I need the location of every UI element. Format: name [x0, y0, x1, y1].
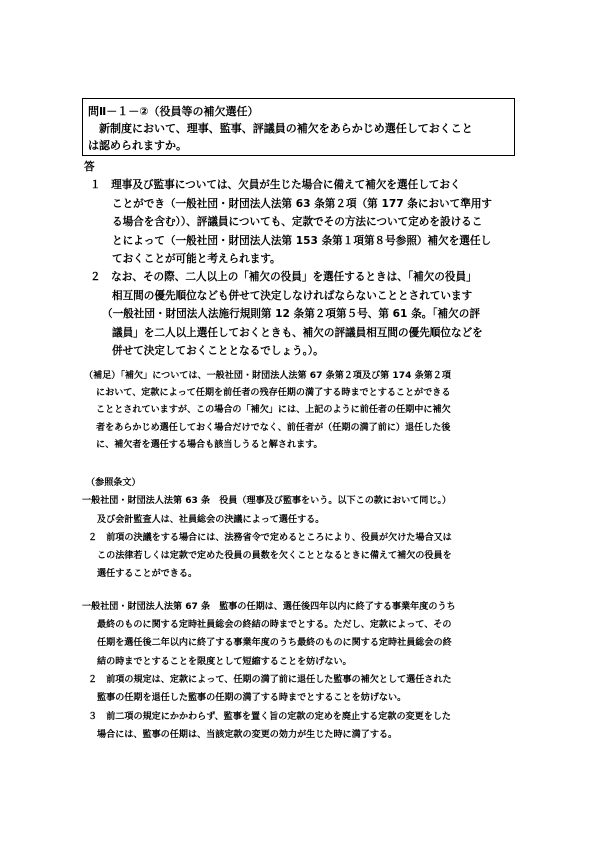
answer-line: （一般社団・財団法人法施行規則第 12 条第２項第５号、第 61 条。「補欠の評	[102, 308, 480, 321]
answer-section	[84, 158, 516, 360]
supplement-line: （補足）「補欠」については、一般社団・財団法人法第 67 条第２項及び第 174 条第２項	[84, 371, 451, 381]
answer-line: ２ なお、その際、二人以上の「補欠の役員」を選任するときは、「補欠の役員」	[90, 271, 477, 284]
question-title: 問Ⅱ－１－②（役員等の補欠選任）	[88, 105, 259, 118]
answer-line: 議員」を二人以上選任しておくときも、補欠の評議員相互間の優先順位などを	[112, 326, 483, 339]
question-line: は認められますか。	[88, 139, 187, 152]
reference-line: この法律若しくは定款で定めた役員の員数を欠くこととなるときに備えて補欠の役員を	[97, 551, 452, 562]
supplement-line: に、補欠者を選任する場合も該当しうると解されます。	[96, 439, 323, 450]
reference-line: 一般社団・財団法人法第 63 条 役員（理事及び監事をいう。以下この款において同じ。）	[82, 496, 452, 507]
references-heading: （参照条文）	[86, 478, 141, 488]
question-box	[82, 98, 515, 156]
reference-line: 及び会計監査人は、社員総会の決議によって選任する。	[97, 514, 325, 525]
reference-line: 監事の任期を退任した監事の任期の満了する時までとすることを妨げない。	[97, 693, 407, 704]
answer-line: １ 理事及び監事については、欠員が生じた場合に備えて補欠を選任しておく	[90, 179, 461, 192]
answer-line: る場合を含む））、評議員についても、定款でその方法について定めを設けるこ	[112, 216, 483, 229]
answer-heading: 答	[84, 161, 95, 173]
answer-line: 併せて決定しておくこととなるでしょう。）。	[112, 345, 324, 358]
answer-line: とによって（一般社団・財団法人法第 153 条第１項第８号参照）補欠を選任し	[112, 234, 492, 247]
references-section	[82, 474, 514, 744]
supplement-line: 者をあらかじめ選任しておく場合だけでなく、前任者が（任期の満了前に）退任した後	[96, 422, 451, 433]
supplement-line: こととされていますが、この場合の「補欠」には、上記のように前任者の任期中に補欠	[96, 405, 451, 416]
answer-line: 相互間の優先順位なども併せて決定しなければならないこととされています	[112, 289, 473, 302]
reference-line: 場合には、監事の任期は、当該定款の変更の効力が生じた時に満了する。	[97, 729, 398, 740]
spacer	[82, 584, 514, 598]
reference-line: ２ 前項の決議をする場合には、法務省令で定めるところにより、役員が欠けた場合又は	[88, 532, 452, 543]
reference-line: 一般社団・財団法人法第 67 条 監事の任期は、選任後四年以内に終了する事業年度のうち	[82, 601, 456, 612]
supplement-section	[84, 368, 516, 454]
reference-line: 最終のものに関する定時社員総会の終結の時までとする。ただし、定款によって、その	[97, 620, 452, 631]
supplement-line: において、定款によって任期を前任者の残存任期の満了する時までとすることができる	[96, 388, 451, 399]
reference-line: 選任することができる。	[97, 569, 198, 580]
answer-line: ておくことが可能と考えられます。	[112, 253, 281, 266]
reference-line: ２ 前項の規定は、定款によって、任期の満了前に退任した監事の補欠として選任された	[88, 674, 452, 685]
answer-line: ことができ（一般社団・財団法人法第 63 条第２項（第 177 条において準用す	[112, 197, 493, 210]
reference-line: 結の時までとすることを限度として短縮することを妨げない。	[97, 656, 352, 667]
reference-line: 任期を選任後二年以内に終了する事業年度のうち最終のものに関する定時社員総会の終	[97, 638, 452, 649]
question-line: 新制度において、理事、監事、評議員の補欠をあらかじめ選任しておくこと	[99, 122, 473, 135]
reference-line: ３ 前二項の規定にかかわらず、監事を置く旨の定款の定めを廃止する定款の変更をした	[88, 711, 452, 722]
